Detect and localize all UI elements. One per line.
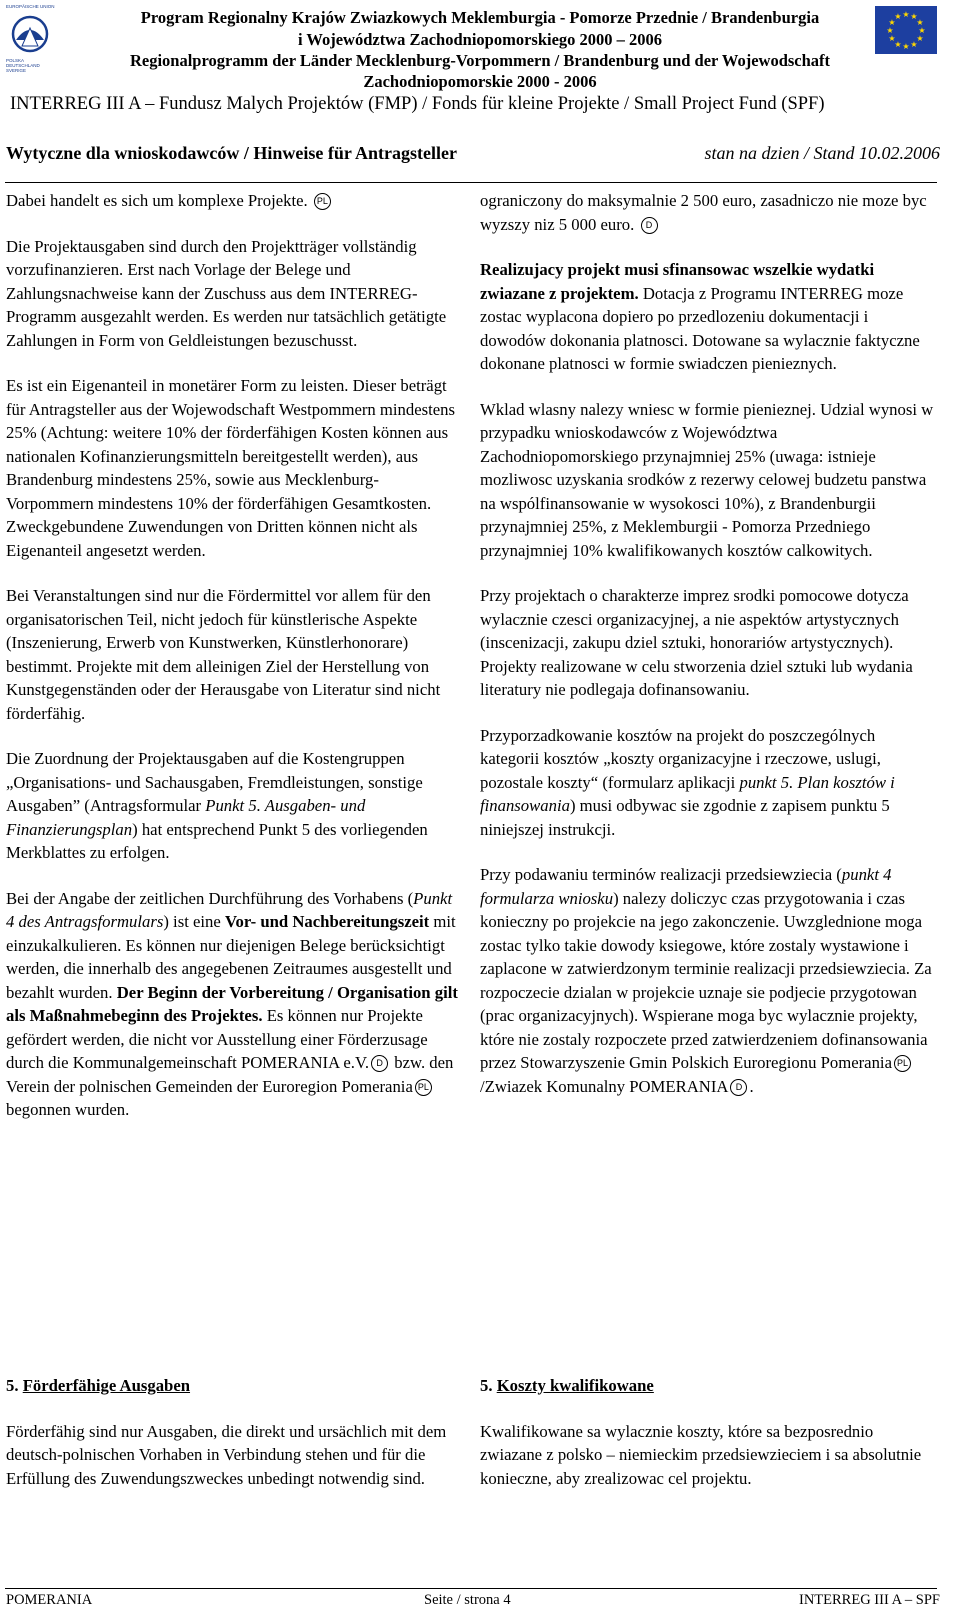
svg-text:SVERIGE: SVERIGE [6,68,27,72]
guidelines-title: Wytyczne dla wnioskodawców / Hinweise für Antragsteller [6,143,457,163]
svg-text:★: ★ [916,18,924,27]
svg-text:★: ★ [902,42,910,51]
svg-text:★: ★ [894,12,902,21]
d-badge-icon: D [371,1055,388,1072]
svg-text:★: ★ [888,34,896,43]
section-text: Kwalifikowane sa wylacznie koszty, które sa bezposrednio zwiazane z polsko – niemieckim przedsiewzieciem i sa absolutnie konieczne, aby zrealizowac cel projektu. [480,1421,922,1488]
fund-title: INTERREG III A – Fundusz Malych Projektów (FMP) / Fonds für kleine Projekte / Small Project Fund (SPF) [10,94,825,114]
svg-text:★: ★ [886,26,894,35]
document-date: stan na dzien / Stand 10.02.2006 [704,143,940,163]
header-line-2: i Województwa Zachodniopomorskiego 2000 – 2006 [297,30,663,49]
page-number: Seite / strona 4 [424,1592,511,1608]
svg-text:★: ★ [902,10,910,19]
polish-column [480,189,936,1120]
section-text: Förderfähig sind nur Ausgaben, die direkt und ursächlich mit dem deutsch-polnischen Vorhaben in Verbindung stehen und für die Erfüllung des Zuwendungszweckes unbedingt notwendig sind. [6,1421,447,1488]
section-5-polish [480,1374,936,1490]
footer-left: POMERANIA [6,1592,93,1608]
paragraph: Przyporzadkowanie kosztów na projekt do poszczególnych kategorii kosztów „koszty organizacyjne i rzeczowe, uslugi, pozostale koszty“ (formularz aplikacji punkt 5. Plan kosztów i finansowania) musi odbywac sie zgodnie z zapisem punktu 5 niniejszej instrukcji. [480,725,895,839]
svg-text:POLSKA: POLSKA [6,58,25,63]
paragraph: Przy podawaniu terminów realizacji przedsiewziecia (punkt 4 formularza wniosku) nalezy doliczyc czas przygotowania i czas konieczny po projekcie na jego zakonczenie. Uwzglednione moga zostac tylko takie dowody ksiegowe, które zostaly wystawione i zaplacone w zatwierdzonym terminie realizacji przedsiewziecia. Za rozpoczecie dzialan w projekcie uznaje sie podjecie przygotowan (prac organizacyjnych). Wspierane moga byc wylacznie projekty, które nie zostaly rozpoczete przed zatwierdzeniem dofinansowania przez Stowarzyszenie Gmin Polskich Euroregionu Pomerania PL/Zwiazek Komunalny POMERANIA D . [480,865,932,1096]
section-5-german [6,1374,458,1490]
paragraph: Die Projektausgaben sind durch den Projektträger vollständig vorzufinanzieren. Erst nach Vorlage der Belege und Zahlungsnachweise kann der Zuschuss aus dem INTERREG-Programm ausgezahlt werden. Es werden nur tatsächlich getätigte Zahlungen in Form von Geldleistungen bezuschusst. [6,236,447,350]
german-column [6,189,458,1144]
d-badge-icon: D [641,217,658,234]
paragraph: Die Zuordnung der Projektausgaben auf die Kostengruppen „Organisations- und Sachausgaben, Fremdleistungen, sonstige Ausgaben” (Antragsformular Punkt 5. Ausgaben- und Finanzierungsplan) hat entsprechend Punkt 5 des vorliegenden Merkblattes zu erfolgen. [6,749,428,862]
header-line-3: Regionalprogramm der Länder Mecklenburg-Vorpommern / Brandenburg und der Wojewodschaft [129,51,831,70]
paragraph: ograniczony do maksymalnie 2 500 euro, zasadniczo nie moze byc wyzszy niz 5 000 euro. D [480,191,927,234]
svg-text:DEUTSCHLAND: DEUTSCHLAND [6,63,40,68]
eu-flag-icon [875,6,937,54]
svg-text:★: ★ [894,40,902,49]
header-line-4: Zachodniopomorskie 2000 - 2006 [363,72,597,91]
svg-text:EUROPÄISCHE UNION: EUROPÄISCHE UNION [6,4,55,9]
paragraph: Przy projektach o charakterze imprez srodki pomocowe dotycza wylacznie czesci organizacyjnej, a nie aspektów artystycznych (inscenizacji, zakupu dziel sztuki, honorariów artystycznych). Projekty realizowane w celu stworzenia dziel sztuki lub wydania literatury nie podlegaja dofinansowaniu. [480,586,913,699]
footer-divider [5,1588,937,1589]
footer-right: INTERREG III A – SPF [799,1592,940,1608]
paragraph: Dabei handelt es sich um komplexe Projekte. PL [6,189,458,213]
paragraph: Bei Veranstaltungen sind nur die Fördermittel vor allem für den organisatorischen Teil, nicht jedoch für künstlerische Aspekte (Inszenierung, Erwerb von Kunstwerken, Künstlerhonorare) bestimmt. Projekte mit dem alleinigen Ziel der Herstellung von Kunstgegenständen oder der Herausgabe von Literatur sind nicht förderfähig. [6,586,441,723]
paragraph: Bei der Angabe der zeitlichen Durchführung des Vorhabens (Punkt 4 des Antragsformulars) ist eine Vor- und Nachbereitungszeit mit einzukalkulieren. Es können nur diejenigen Belege berücksichtigt werden, die innerhalb des angegebenen Zeitraumes ausgestellt und bezahlt wurden. Der Beginn der Vorbereitung / Organisation gilt als Maßnahmebeginn des Projektes. Es können nur Projekte gefördert werden, die nicht vor Ausstellung einer Förderzusage durch die Kommunalgemeinschaft POMERANIA e.V. D bzw. den Verein der polnischen Gemeinden der Euroregion Pomerania PL begonnen wurden. [6,888,458,1119]
d-badge-icon: D [730,1079,747,1096]
pl-badge-icon: PL [894,1055,911,1072]
svg-text:★: ★ [910,12,918,21]
paragraph: Wklad wlasny nalezy wniesc w formie pienieznej. Udzial wynosi w przypadku wnioskodawców z Województwa Zachodniopomorskiego przynajmniej 25% (uwaga: istnieje mozliwosc uzyskania srodków z rezerwy celowej budzetu panstwa na wspólfinansowanie w wysokosci 10%), z Brandenburgii przynajmniej 25%, z Meklemburgii - Pomorza Przedniego przynajmniej 10% kwalifikowanych kosztów calkowitych. [480,399,934,560]
paragraph: Realizujacy projekt musi sfinansowac wszelkie wydatki zwiazane z projektem. Dotacja z Programu INTERREG moze zostac wyplacona dopiero po przedlozeniu dokumentacji i dowodów dokonania platnosci. Dotowane sa wylacznie faktyczne dokonane platnosci w formie swiadczen pienieznych. [480,260,920,373]
section-title: 5. Förderfähige Ausgaben [6,1376,191,1395]
pl-badge-icon: PL [415,1079,432,1096]
svg-text:★: ★ [888,18,896,27]
svg-text:★: ★ [918,26,926,35]
paragraph: Es ist ein Eigenanteil in monetärer Form zu leisten. Dieser beträgt für Antragsteller aus der Wojewodschaft Westpommern mindestens 25% (Achtung: weitere 10% der förderfähigen Kosten können aus nationalen Kofinanzierungsmitteln bereitgestellt werden), aus Brandenburg mindestens 25%, sowie aus Mecklenburg-Vorpommern mindestens 10% der förderfähigen Gesamtkosten. Zweckgebundene Zuwendungen von Dritten können nicht als Eigenanteil angesetzt werden. [6,376,456,560]
header-line-1: Program Regionalny Krajów Zwiazkowych Meklemburgia - Pomorze Przednie / Brandenburgia [140,8,820,27]
section-title: 5. Koszty kwalifikowane [480,1376,654,1395]
svg-text:★: ★ [916,34,924,43]
pl-badge-icon: PL [314,193,331,210]
header-divider [5,182,937,183]
svg-text:★: ★ [910,40,918,49]
